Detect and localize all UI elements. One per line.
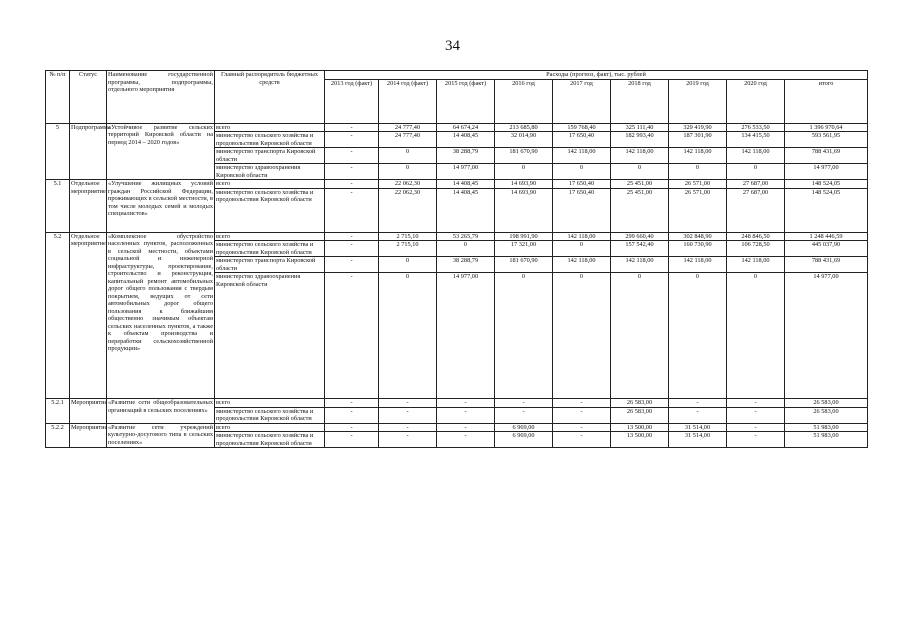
cell-value: 181 670,90 [495, 257, 553, 273]
table-row [46, 399, 868, 408]
cell-value: 22 062,30 [379, 180, 437, 189]
header-num: № п/п [46, 71, 70, 124]
cell-value: 26 583,00 [611, 399, 669, 408]
cell-value: 38 288,79 [437, 148, 495, 164]
row-owner: министерство сельского хозяйства и продовольствия Кировской области [215, 407, 325, 423]
row-status: Мероприятие [70, 423, 107, 448]
cell-value: - [553, 432, 611, 448]
cell-value: - [553, 399, 611, 408]
cell-value: 0 [669, 164, 727, 180]
cell-value: - [437, 399, 495, 408]
cell-value: - [727, 399, 785, 408]
cell-value: 17 650,40 [553, 180, 611, 189]
cell-value: - [437, 407, 495, 423]
table-row [46, 232, 868, 241]
cell-value: 187 301,90 [669, 132, 727, 148]
cell-value: 64 674,24 [437, 123, 495, 132]
cell-total: 445 037,90 [785, 241, 868, 257]
cell-value: - [727, 432, 785, 448]
cell-value: 0 [669, 273, 727, 399]
cell-total: 14 977,00 [785, 164, 868, 180]
cell-value: - [325, 257, 379, 273]
row-name: «Развитие сети учреждений культурно-досугового типа в сельских поселениях» [108, 423, 213, 446]
cell-value: 32 014,90 [495, 132, 553, 148]
cell-value: 142 118,00 [553, 257, 611, 273]
cell-value: 276 533,50 [727, 123, 785, 132]
cell-total: 788 431,69 [785, 257, 868, 273]
cell-value: 0 [379, 273, 437, 399]
cell-value: 142 118,00 [611, 257, 669, 273]
cell-value: 302 848,90 [669, 232, 727, 241]
cell-value: 31 514,00 [669, 432, 727, 448]
header-year: 2013 год (факт) [325, 79, 379, 123]
cell-value: 142 118,00 [727, 148, 785, 164]
cell-value: 27 687,00 [727, 180, 785, 189]
cell-value: 299 660,40 [611, 232, 669, 241]
cell-value: 0 [553, 164, 611, 180]
cell-value: - [379, 399, 437, 408]
cell-value: 325 111,40 [611, 123, 669, 132]
row-name: «Комплексное обустройство населенных пунктов, расположенных в сельской местности, объектами социальной и инженерной инфраструктуры, проектирование, строительство и реконструкция, капитальный ремонт автомобильных дорог общего пользования с твердым покрытием, ведущих от сети автомобильных дорог общего пользования к ближайшим общественно значимым объектам сельских населенных пунктов, а также к объектам производства и переработки сельскохозяйственной продукции» [107, 232, 215, 399]
cell-value: 13 500,00 [611, 432, 669, 448]
cell-value: - [437, 423, 495, 432]
cell-value: - [553, 423, 611, 432]
cell-value: 134 415,50 [727, 132, 785, 148]
cell-value: - [325, 423, 379, 432]
cell-value: 142 118,00 [727, 257, 785, 273]
header-year: 2017 год [553, 79, 611, 123]
cell-value: 0 [495, 273, 553, 399]
header-total: итого [785, 79, 868, 123]
cell-value: - [325, 123, 379, 132]
cell-total: 1 396 970,64 [785, 123, 868, 132]
row-owner: министерство здравоохранения Кировской области [215, 164, 325, 180]
cell-total: 1 248 446,59 [785, 232, 868, 241]
cell-value: 14 977,00 [437, 164, 495, 180]
row-num: 5 [46, 123, 70, 180]
header-status: Статус [70, 71, 107, 124]
cell-value: 26 571,00 [669, 188, 727, 232]
cell-value: 142 118,00 [669, 257, 727, 273]
row-owner: министерство транспорта Кировской области [215, 148, 325, 164]
cell-value: 157 542,40 [611, 241, 669, 257]
table-row [46, 123, 868, 132]
cell-value: 181 670,90 [495, 148, 553, 164]
cell-value: 2 715,10 [379, 232, 437, 241]
row-num: 5.1 [46, 180, 70, 233]
row-status: Отдельное мероприятие [70, 232, 107, 399]
row-owner: министерство сельского хозяйства и продовольствия Кировской области [215, 241, 325, 257]
cell-value: 14 693,90 [495, 188, 553, 232]
cell-value: 0 [611, 273, 669, 399]
cell-value: 24 777,40 [379, 123, 437, 132]
cell-value: 0 [495, 164, 553, 180]
row-owner: всего [215, 180, 325, 189]
header-year: 2019 год [669, 79, 727, 123]
cell-total: 51 983,00 [785, 423, 868, 432]
row-owner: министерство сельского хозяйства и продовольствия Кировской области [215, 132, 325, 148]
cell-value: 0 [437, 241, 495, 257]
header-name: Наименование государственной программы, подпрограммы, отдельного мероприятия [107, 71, 215, 124]
cell-value: 329 419,90 [669, 123, 727, 132]
cell-value: - [379, 423, 437, 432]
row-owner: всего [215, 232, 325, 241]
cell-value: - [325, 180, 379, 189]
expenses-table [45, 70, 868, 448]
cell-value: 159 768,40 [553, 123, 611, 132]
cell-total: 26 583,00 [785, 399, 868, 408]
cell-total: 51 983,00 [785, 432, 868, 448]
row-owner: всего [215, 399, 325, 408]
cell-value: 0 [611, 164, 669, 180]
cell-value: 17 650,40 [553, 188, 611, 232]
row-owner: министерство сельского хозяйства и продовольствия Кировской области [215, 432, 325, 448]
row-num: 5.2 [46, 232, 70, 399]
cell-value: - [553, 407, 611, 423]
cell-value: - [727, 423, 785, 432]
cell-value: 6 969,00 [495, 432, 553, 448]
cell-value: - [325, 399, 379, 408]
row-num: 5.2.1 [46, 399, 70, 424]
cell-value: - [325, 407, 379, 423]
table-row [46, 180, 868, 189]
cell-value: 0 [553, 273, 611, 399]
cell-value: 14 408,45 [437, 188, 495, 232]
cell-value: - [325, 232, 379, 241]
cell-value: 31 514,00 [669, 423, 727, 432]
cell-value: 0 [727, 273, 785, 399]
cell-value: - [325, 164, 379, 180]
row-owner: всего [215, 123, 325, 132]
header-year: 2014 год (факт) [379, 79, 437, 123]
cell-total: 148 524,05 [785, 180, 868, 189]
row-status: Мероприятие [70, 399, 107, 424]
cell-total: 593 561,95 [785, 132, 868, 148]
header-year: 2018 год [611, 79, 669, 123]
cell-total: 148 524,05 [785, 188, 868, 232]
cell-value: 14 693,90 [495, 180, 553, 189]
cell-value: 17 650,40 [553, 132, 611, 148]
cell-value: 198 991,90 [495, 232, 553, 241]
cell-total: 788 431,69 [785, 148, 868, 164]
cell-value: 2 715,10 [379, 241, 437, 257]
cell-value: 27 687,00 [727, 188, 785, 232]
cell-value: 26 583,00 [611, 407, 669, 423]
cell-value: 182 993,40 [611, 132, 669, 148]
cell-value: 142 118,00 [669, 148, 727, 164]
row-status: Отдельное мероприятие [70, 180, 107, 233]
header-year: 2015 год (факт) [437, 79, 495, 123]
cell-value: - [379, 432, 437, 448]
row-owner: министерство сельского хозяйства и продовольствия Кировской области [215, 188, 325, 232]
cell-total: 14 977,00 [785, 273, 868, 399]
cell-value: - [325, 132, 379, 148]
row-owner: министерство здравоохранения Кировской области [215, 273, 325, 399]
cell-value: - [495, 407, 553, 423]
cell-value: - [669, 407, 727, 423]
cell-value: 142 118,00 [553, 232, 611, 241]
cell-value: 25 451,00 [611, 180, 669, 189]
cell-value: 0 [379, 148, 437, 164]
row-name: «Улучшение жилищных условий граждан Российской Федерации, проживающих в сельской местности, в том числе молодых семей и молодых специалистов» [107, 180, 215, 233]
cell-value: 160 730,90 [669, 241, 727, 257]
cell-value: 106 728,50 [727, 241, 785, 257]
cell-value: 38 288,79 [437, 257, 495, 273]
cell-value: 0 [553, 241, 611, 257]
row-owner: всего [215, 423, 325, 432]
cell-value: - [325, 273, 379, 399]
cell-value: - [669, 399, 727, 408]
row-name: «Развитие сети общеобразовательных организаций в сельских поселениях» [107, 399, 215, 424]
row-num: 5.2.2 [46, 423, 70, 448]
header-year: 2016 год [495, 79, 553, 123]
cell-value: 13 500,00 [611, 423, 669, 432]
cell-value: 14 408,45 [437, 180, 495, 189]
cell-value: 26 571,00 [669, 180, 727, 189]
cell-value: 0 [379, 257, 437, 273]
cell-value: - [727, 407, 785, 423]
cell-value: - [325, 188, 379, 232]
header-year: 2020 год [727, 79, 785, 123]
cell-value: 53 265,79 [437, 232, 495, 241]
cell-value: 142 118,00 [553, 148, 611, 164]
row-name: «Устойчивое развитие сельских территорий Кировской области на период 2014 – 2020 годов» [107, 123, 215, 180]
cell-value: - [437, 432, 495, 448]
cell-value: - [325, 148, 379, 164]
page-number: 34 [445, 38, 460, 54]
cell-value: 142 118,00 [611, 148, 669, 164]
cell-value: 0 [379, 164, 437, 180]
row-status: Подпрограмма [70, 123, 107, 180]
header-expenses: Расходы (прогноз, факт), тыс. рублей [325, 71, 868, 80]
row-owner: министерство транспорта Кировской области [215, 257, 325, 273]
cell-value: 24 777,40 [379, 132, 437, 148]
header-owner: Главный распорядитель бюджетных средств [215, 71, 325, 124]
cell-value: - [325, 241, 379, 257]
cell-value: 14 977,00 [437, 273, 495, 399]
table-row [46, 423, 868, 432]
cell-value: 6 969,00 [495, 423, 553, 432]
cell-value: 22 062,30 [379, 188, 437, 232]
cell-value: 17 321,00 [495, 241, 553, 257]
cell-total: 26 583,00 [785, 407, 868, 423]
cell-value: - [495, 399, 553, 408]
cell-value: 14 408,45 [437, 132, 495, 148]
cell-value: - [325, 432, 379, 448]
cell-value: - [379, 407, 437, 423]
cell-value: 248 846,50 [727, 232, 785, 241]
cell-value: 25 451,00 [611, 188, 669, 232]
cell-value: 213 685,80 [495, 123, 553, 132]
cell-value: 0 [727, 164, 785, 180]
